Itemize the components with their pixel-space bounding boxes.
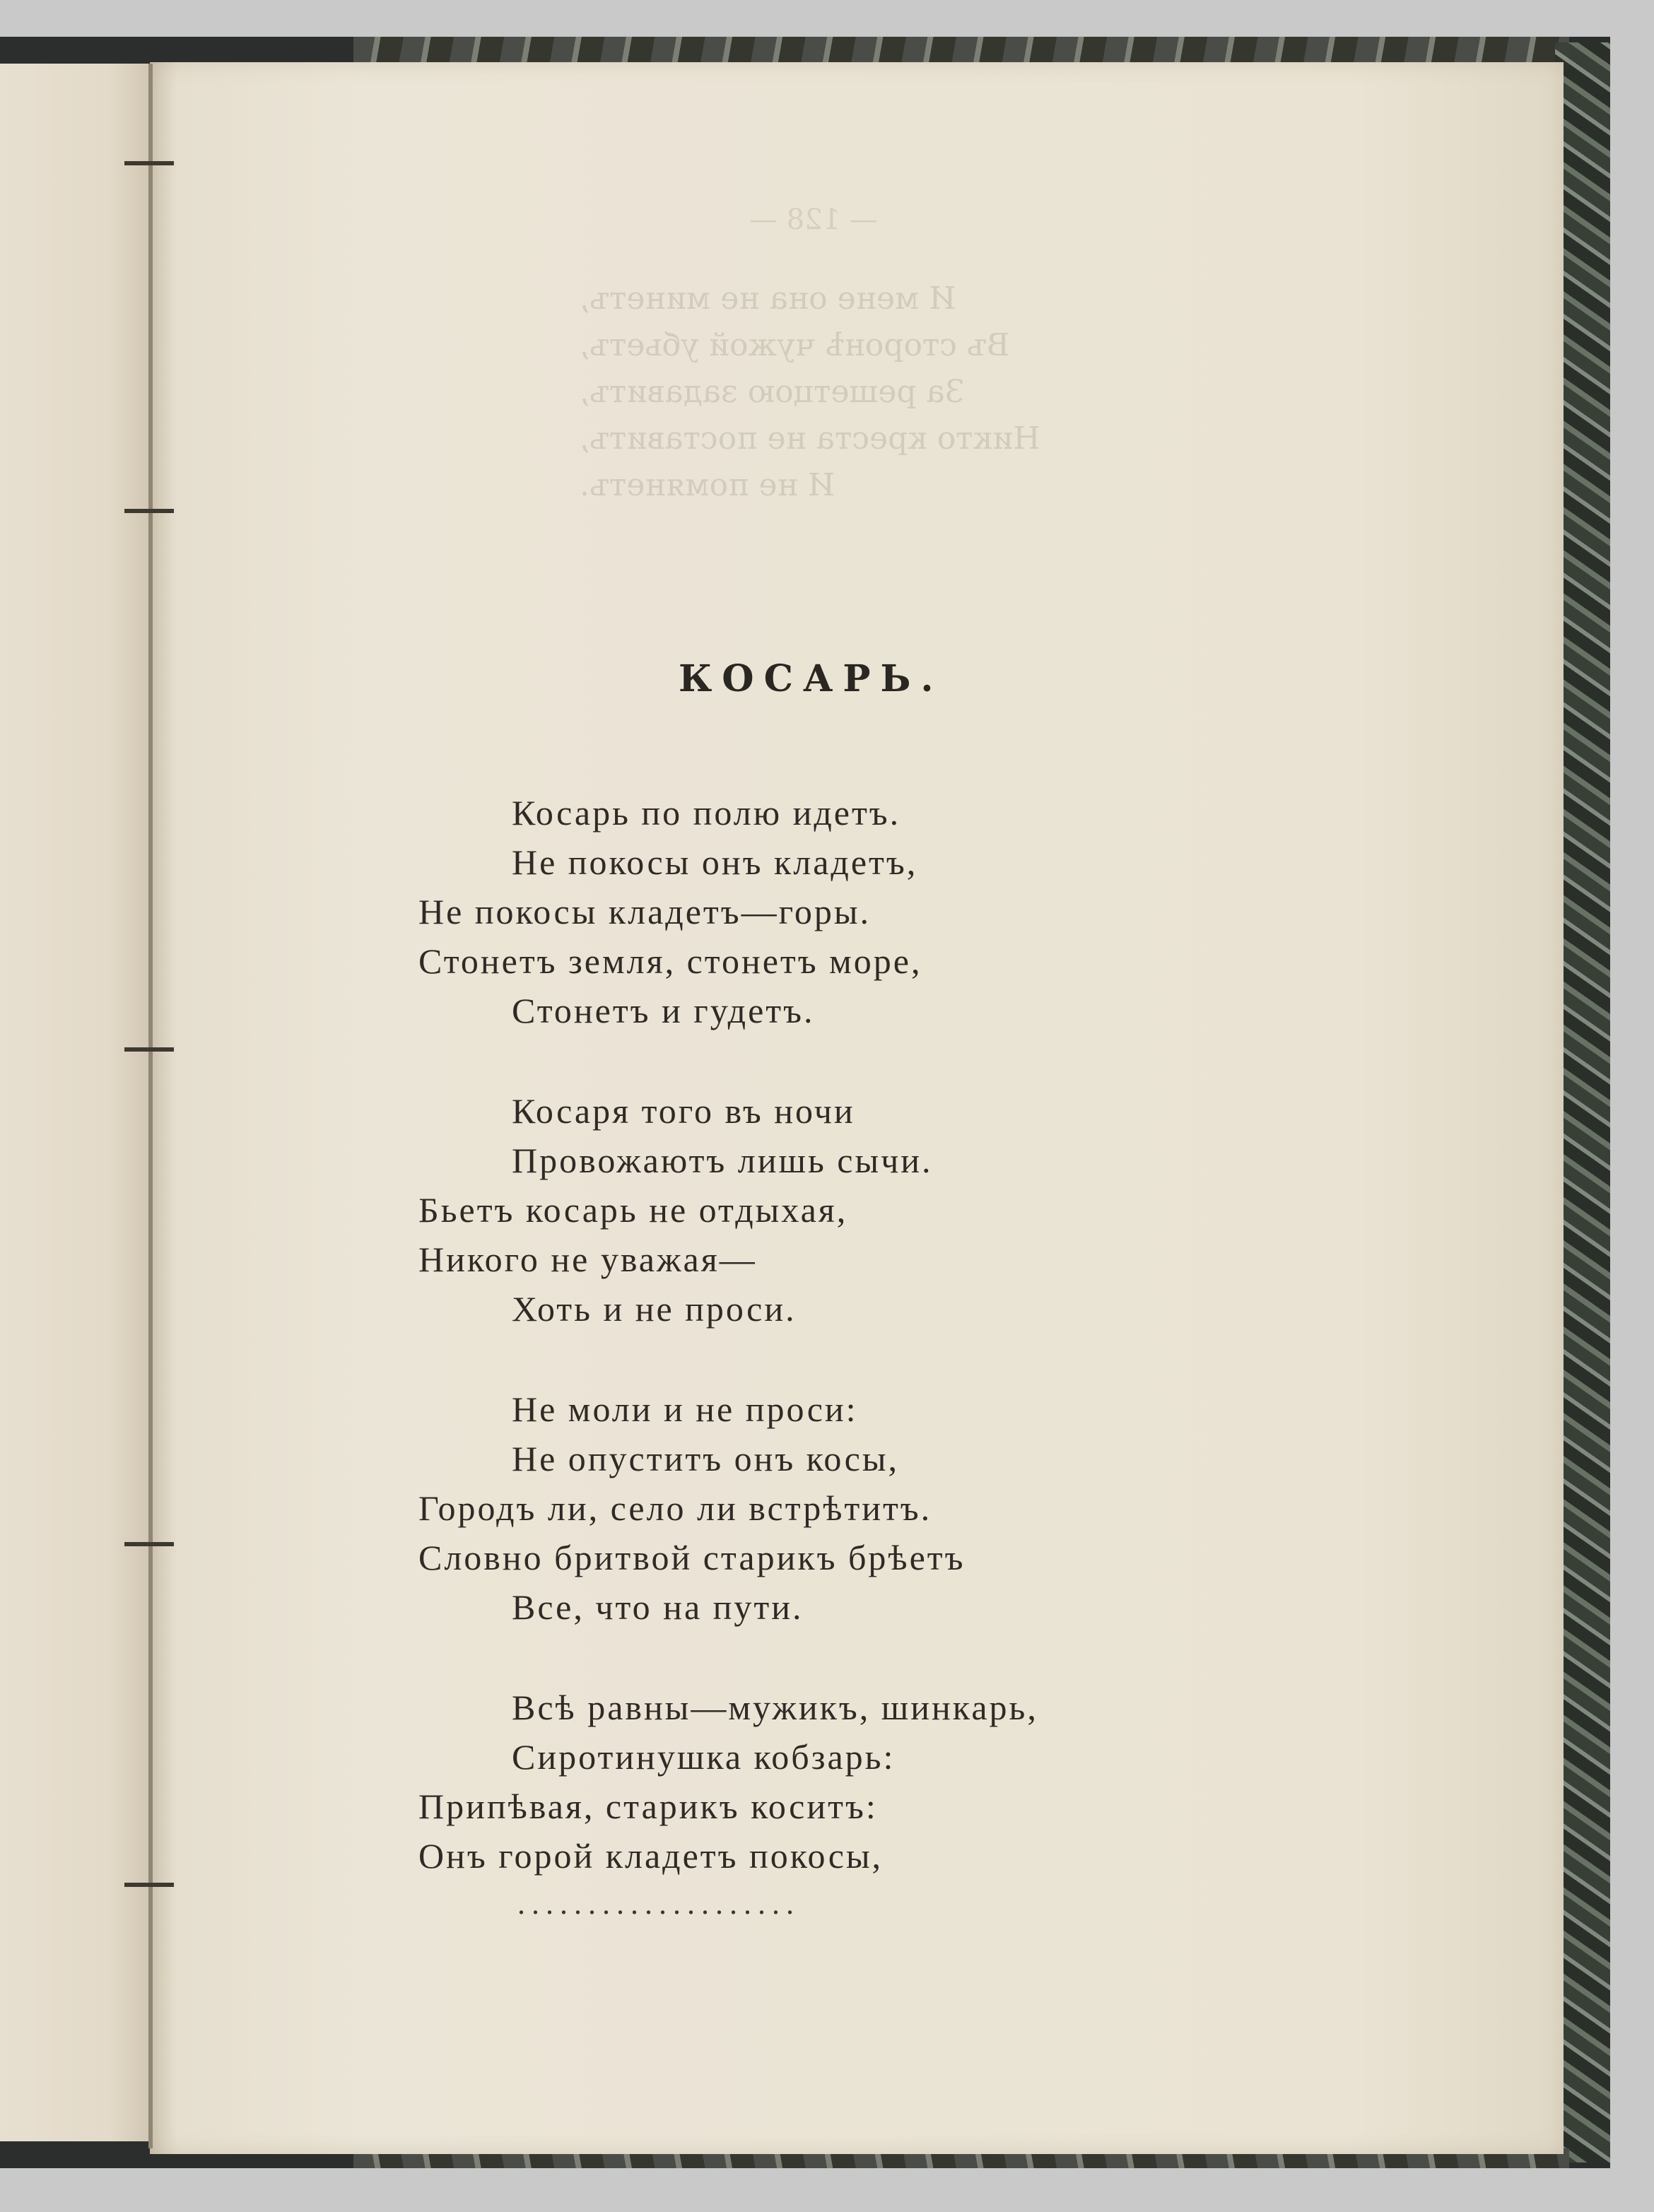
show-through-text	[580, 276, 1244, 509]
binding-stitch	[124, 1883, 174, 1887]
poem-body	[418, 788, 1267, 1931]
poem-line: Всѣ равны—мужикъ, шинкарь,	[512, 1688, 1038, 1727]
poem-line: Не опуститъ онъ косы,	[512, 1439, 899, 1478]
show-through-line: И мене она не минетъ,	[580, 281, 956, 317]
binding-stitch	[124, 1542, 174, 1546]
poem-stanza	[418, 1683, 1267, 1881]
poem-stanza	[418, 1086, 1267, 1334]
poem-line: Словно бритвой старикъ брѣетъ	[418, 1538, 966, 1577]
page-gutter	[148, 64, 153, 2148]
show-through-page-number: — 128 —	[749, 204, 878, 236]
poem-ellipsis: ....................	[517, 1886, 800, 1921]
poem-stanza	[418, 788, 1267, 1035]
poem-line: Стонетъ земля, стонетъ море,	[418, 941, 922, 981]
poem-line: Все, что на пути.	[512, 1587, 804, 1627]
poem-line: Не покосы кладетъ—горы.	[418, 892, 871, 931]
poem-line: Косаря того въ ночи	[512, 1091, 855, 1131]
poem-line: Не покосы онъ кладетъ,	[512, 842, 918, 882]
poem-line: Хоть и не проси.	[512, 1289, 797, 1329]
poem-line: Никого не уважая—	[418, 1240, 757, 1279]
binding-stitch	[124, 1047, 174, 1052]
binding-stitch	[124, 509, 174, 513]
show-through-line: Въ сторонѣ чужой убьетъ,	[580, 327, 1010, 363]
show-through-line: За решетцою задавитъ,	[580, 374, 965, 410]
poem-line: Не моли и не проси:	[512, 1389, 858, 1429]
poem-line: Стонетъ и гудетъ.	[512, 991, 815, 1030]
poem-line: Городъ ли, село ли встрѣтитъ.	[418, 1488, 932, 1528]
show-through-line: И не помянетъ.	[580, 467, 835, 503]
poem-line: Косарь по полю идетъ.	[512, 793, 901, 833]
poem-line: Провожаютъ лишь сычи.	[512, 1141, 933, 1180]
poem-stanza	[418, 1384, 1267, 1632]
poem-line: Сиротинушка кобзарь:	[512, 1737, 896, 1777]
poem-line: Припѣвая, старикъ коситъ:	[418, 1787, 878, 1826]
binding-stitch	[124, 161, 174, 165]
poem-line: Онъ горой кладетъ покосы,	[418, 1836, 884, 1876]
show-through-line: Никто креста не поставитъ,	[580, 420, 1040, 457]
poem-line: Бьетъ косарь не отдыхая,	[418, 1190, 848, 1230]
facing-page	[0, 64, 156, 2141]
poem-title: КОСАРЬ.	[679, 657, 944, 700]
